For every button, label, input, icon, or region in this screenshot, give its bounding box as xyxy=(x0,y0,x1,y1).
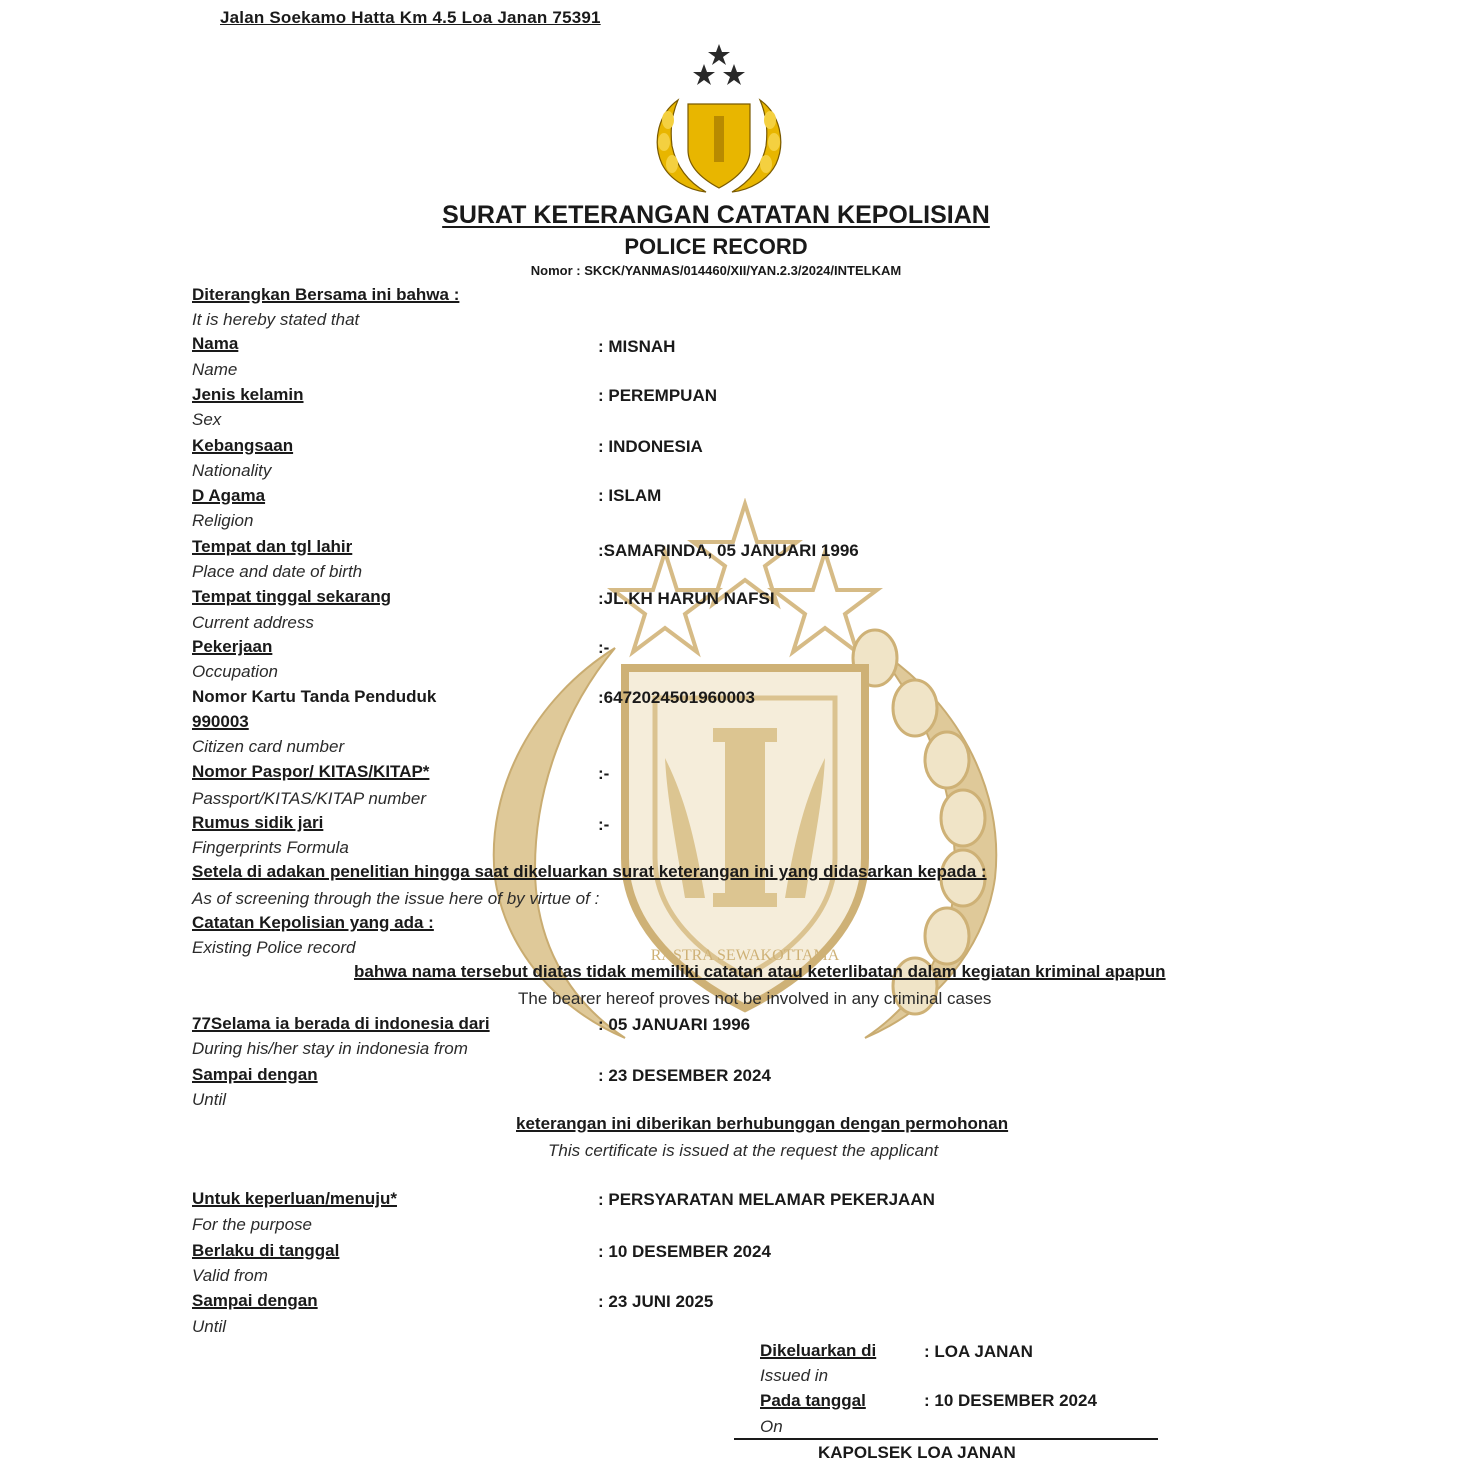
document-title: SURAT KETERANGAN CATATAN KEPOLISIAN xyxy=(442,201,990,229)
issued-on-english: On xyxy=(760,1417,783,1436)
watermark-motto: RASTRA SEWAKOTTAMA xyxy=(650,947,840,964)
police-record-english: Existing Police record xyxy=(192,938,356,957)
field-label-fingerprint: Rumus sidik jari xyxy=(192,813,324,832)
stay-from-english: During his/her stay in indonesia from xyxy=(192,1039,468,1058)
purpose-value: : PERSYARATAN MELAMAR PEKERJAAN xyxy=(598,1190,935,1209)
issued-in-value: : LOA JANAN xyxy=(924,1342,1033,1361)
institution-address: Jalan Soekamo Hatta Km 4.5 Loa Janan 75391 xyxy=(220,8,601,27)
field-label-address: Tempat tinggal sekarang xyxy=(192,587,392,606)
stay-until-label: Sampai dengan xyxy=(192,1065,318,1084)
field-value-religion: : ISLAM xyxy=(598,486,662,505)
field-label-id-card-line2: 990003 xyxy=(192,712,249,731)
field-label-nationality: Kebangsaan xyxy=(192,436,294,455)
field-label-religion: D Agama xyxy=(192,486,266,505)
field-en-name: Name xyxy=(192,360,238,379)
police-record-label: Catatan Kepolisian yang ada : xyxy=(192,913,434,932)
field-value-address: :JL.KH HARUN NAFSI xyxy=(598,589,775,608)
request-statement: keterangan ini diberikan berhubunggan dengan permohonan xyxy=(516,1114,1009,1133)
field-label-id-card: Nomor Kartu Tanda Penduduk xyxy=(192,687,437,706)
field-label-birth: Tempat dan tgl lahir xyxy=(192,537,353,556)
field-value-occupation: :- xyxy=(598,638,610,657)
field-label-name: Nama xyxy=(192,334,239,353)
document-subtitle: POLICE RECORD xyxy=(624,234,808,259)
field-en-sex: Sex xyxy=(192,410,222,429)
record-statement: bahwa nama tersebut diatas tidak memiliki catatan atau keterlibatan dalam kegiatan kriminal apapun xyxy=(354,962,1166,981)
intro-label: Diterangkan Bersama ini bahwa : xyxy=(192,285,460,304)
field-value-name: : MISNAH xyxy=(598,337,676,356)
valid-from-english: Valid from xyxy=(192,1266,268,1285)
field-en-occupation: Occupation xyxy=(192,662,278,681)
screening-statement: Setela di adakan penelitian hingga saat dikeluarkan surat keterangan ini yang didasarkan kepada : xyxy=(192,862,987,881)
purpose-english: For the purpose xyxy=(192,1215,313,1234)
request-english: This certificate is issued at the request the applicant xyxy=(548,1141,939,1160)
issued-on-value: : 10 DESEMBER 2024 xyxy=(924,1391,1097,1410)
intro-english: It is hereby stated that xyxy=(192,310,360,329)
field-value-passport: :- xyxy=(598,764,610,783)
field-en-fingerprint: Fingerprints Formula xyxy=(192,838,349,857)
issued-on-label: Pada tanggal xyxy=(760,1391,866,1410)
document-number: Nomor : SKCK/YANMAS/014460/XII/YAN.2.3/2024/INTELKAM xyxy=(530,263,902,278)
field-label-occupation: Pekerjaan xyxy=(192,637,273,656)
field-en-passport: Passport/KITAS/KITAP number xyxy=(192,789,426,808)
police-emblem-logo xyxy=(648,42,790,194)
field-label-sex: Jenis kelamin xyxy=(192,385,304,404)
field-value-id-card: :6472024501960003 xyxy=(598,688,755,707)
stay-until-value: : 23 DESEMBER 2024 xyxy=(598,1066,771,1085)
field-en-address: Current address xyxy=(192,613,314,632)
screening-english: As of screening through the issue here of by virtue of : xyxy=(192,889,600,908)
field-label-passport: Nomor Paspor/ KITAS/KITAP* xyxy=(192,762,430,781)
valid-until-value: : 23 JUNI 2025 xyxy=(598,1292,714,1311)
valid-until-english: Until xyxy=(192,1317,227,1336)
issued-in-english: Issued in xyxy=(760,1366,829,1385)
valid-from-label: Berlaku di tanggal xyxy=(192,1241,340,1260)
valid-from-value: : 10 DESEMBER 2024 xyxy=(598,1242,771,1261)
stay-until-english: Until xyxy=(192,1090,227,1109)
stay-from-value: : 05 JANUARI 1996 xyxy=(598,1015,751,1034)
field-en-id-card: Citizen card number xyxy=(192,737,345,756)
field-value-birth: :SAMARINDA, 05 JANUARI 1996 xyxy=(598,541,859,560)
field-value-nationality: : INDONESIA xyxy=(598,437,703,456)
field-en-birth: Place and date of birth xyxy=(192,562,363,581)
field-value-sex: : PEREMPUAN xyxy=(598,386,718,405)
field-en-religion: Religion xyxy=(192,511,254,530)
stay-from-label: 77Selama ia berada di indonesia dari xyxy=(192,1014,490,1033)
issued-in-label: Dikeluarkan di xyxy=(760,1341,877,1360)
signature-divider xyxy=(734,1438,1158,1440)
record-statement-english: The bearer hereof proves not be involved in any criminal cases xyxy=(518,989,992,1008)
signatory-title: KAPOLSEK LOA JANAN xyxy=(818,1443,1016,1462)
valid-until-label: Sampai dengan xyxy=(192,1291,318,1310)
purpose-label: Untuk keperluan/menuju* xyxy=(192,1189,397,1208)
field-value-fingerprint: :- xyxy=(598,815,610,834)
field-en-nationality: Nationality xyxy=(192,461,272,480)
